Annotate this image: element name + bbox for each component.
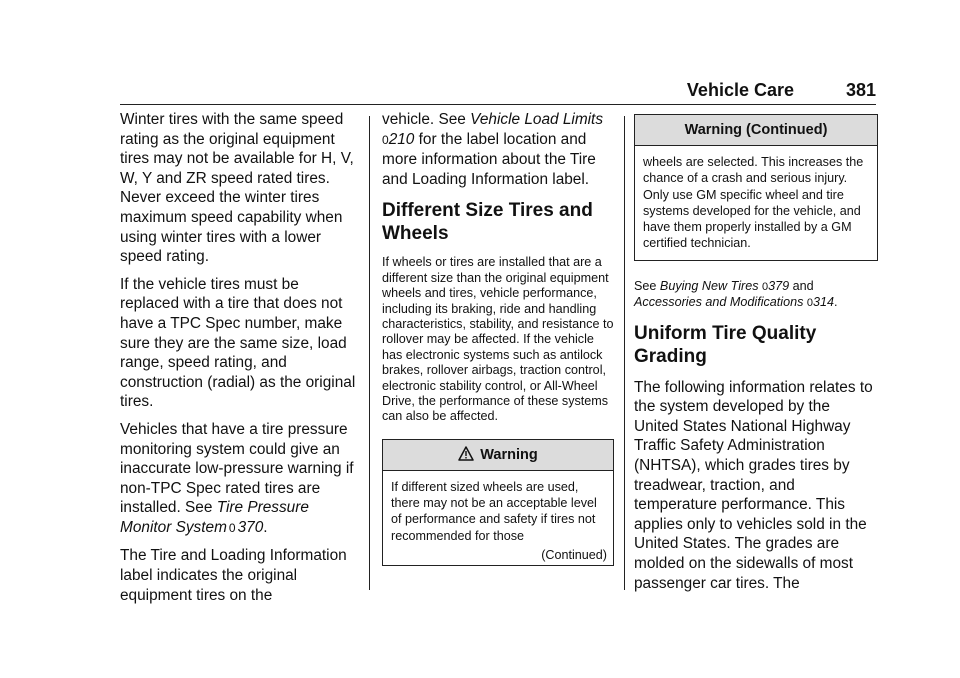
page-ref-symbol: 0 <box>382 132 389 147</box>
paragraph: If wheels or tires are installed that are a different size than the original equipment wheels and tires, vehicle performance, including its braking, ride and handling characteristics, stability, and resistance to rollover may be affected. If the vehicle has electronic systems such as antilock brakes, rollover airbags, traction control, electronic stability control, or All-Wheel Drive, the performance of these systems can also be affected. <box>382 255 614 424</box>
section-heading: Different Size Tires and Wheels <box>382 200 593 245</box>
paragraph: vehicle. See Vehicle Load Limits 0210 for the label location and more information about the Tire and Loading Information label. <box>382 111 604 188</box>
column-1 <box>120 110 360 613</box>
paragraph: See Buying New Tires 0379 and Accessories and Modifications 0314. <box>634 278 838 310</box>
page-ref-number[interactable]: 379 <box>768 278 790 293</box>
paragraph: The Tire and Loading Information label indicates the original equipment tires on the <box>120 547 347 604</box>
warning-text: If different sized wheels are used, there may not be an acceptable level of performance and safety if tires not recommended for those <box>391 479 597 543</box>
cross-reference-link[interactable]: Tire Pressure Monitor System <box>120 499 309 536</box>
running-header <box>620 80 876 102</box>
column-2 <box>382 110 614 566</box>
page-ref-symbol: 0 <box>228 520 236 535</box>
paragraph: Vehicles that have a tire pressure monitoring system could give an inaccurate low-pressure warning if non-TPC Spec rated tires are installed. See Tire Pressure Monitor System 0 370. <box>120 420 354 536</box>
page-ref-symbol: 0 <box>806 297 814 310</box>
warning-header: Warning (Continued) <box>635 115 877 146</box>
header-rule <box>120 104 876 105</box>
column-divider <box>624 116 625 590</box>
cross-reference-link[interactable]: Accessories and Modifications <box>634 295 804 310</box>
page-ref-number[interactable]: 210 <box>388 130 415 148</box>
warning-box-continued <box>634 114 878 261</box>
paragraph: If the vehicle tires must be replaced with a tire that does not have a TPC Spec number, make sure they are the same size, load range, speed rating, and construction (radial) as the original tires. <box>120 275 356 411</box>
warning-triangle-icon <box>458 442 474 472</box>
warning-title: Warning <box>480 446 538 463</box>
column-3 <box>634 110 878 601</box>
page-ref-symbol: 0 <box>762 280 769 293</box>
cross-reference-link[interactable]: Buying New Tires <box>659 278 759 293</box>
cross-reference-link[interactable]: Vehicle Load Limits <box>470 111 604 128</box>
paragraph: The following information relates to the system developed by the United States National Highway Traffic Safety Administration (NHTSA), which grades tires by treadwear, traction, and temperature performance. This applies only to vehicles sold in the United States. The grades are molded on the sidewalls of most passenger car tires. The <box>634 378 873 592</box>
section-heading: Uniform Tire Quality Grading <box>634 322 817 367</box>
warning-header <box>383 440 613 471</box>
page-ref-number[interactable]: 370 <box>237 518 264 536</box>
continued-label: (Continued) <box>541 548 607 563</box>
page-ref-number[interactable]: 314 <box>813 295 835 310</box>
column-divider <box>369 116 370 590</box>
page-number: 381 <box>845 80 876 100</box>
paragraph: Winter tires with the same speed rating as the original equipment tires may not be available for H, V, W, Y and ZR speed rated tires. Never exceed the winter tires maximum speed capability when using winter tires with a lower speed rating. <box>120 111 354 266</box>
section-title: Vehicle Care <box>686 80 794 100</box>
warning-box <box>382 439 614 566</box>
warning-text: wheels are selected. This increases the chance of a crash and serious injury. Only use GM specific wheel and tire systems developed for the vehicle, and have them properly installed by a GM certified technician. <box>643 155 864 251</box>
